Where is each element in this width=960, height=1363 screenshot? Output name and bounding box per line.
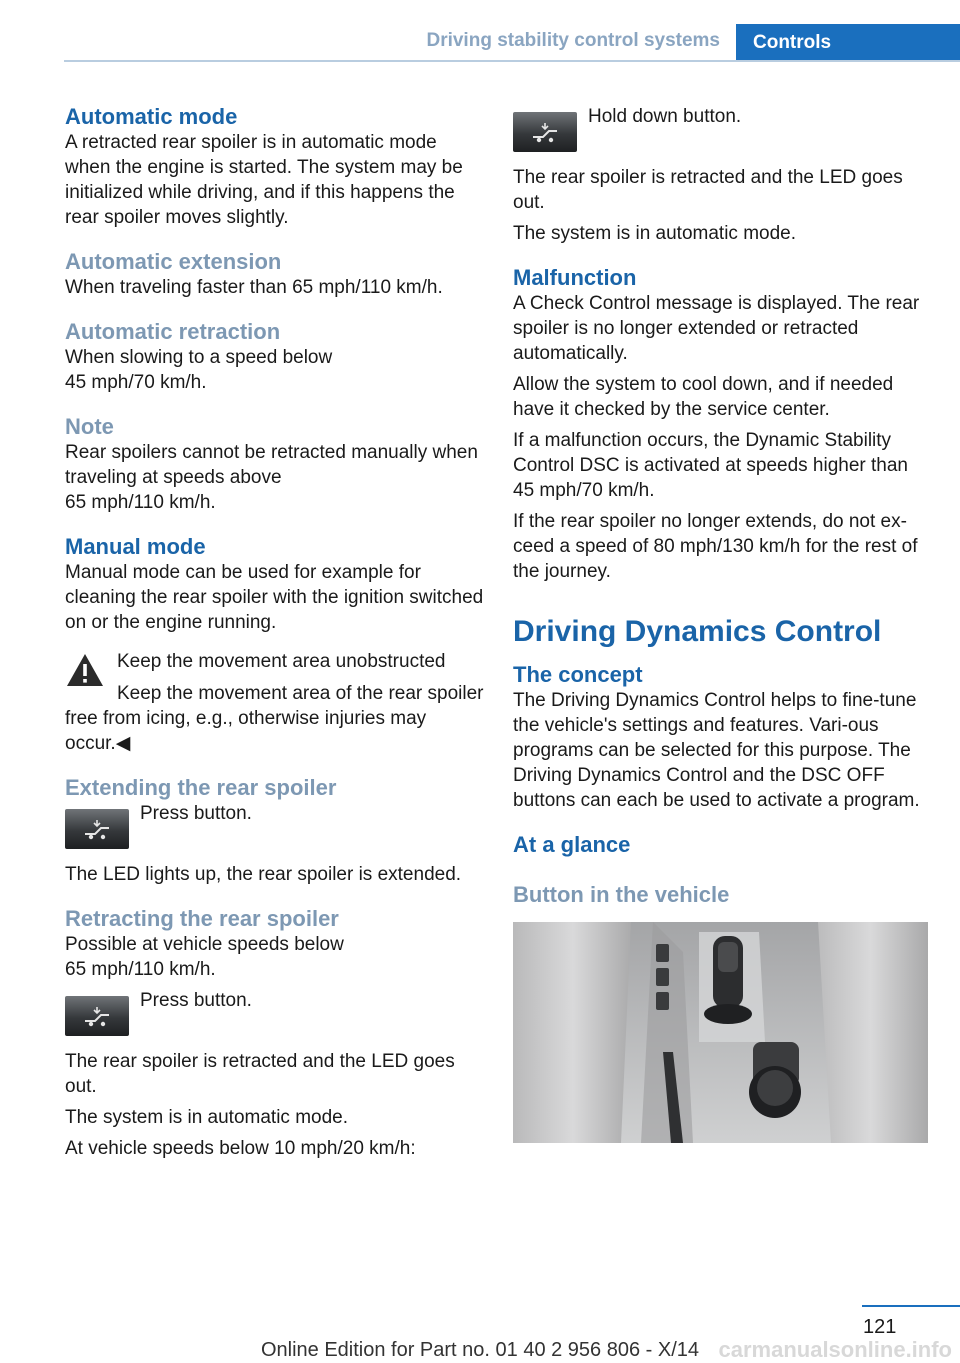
hold-auto-text: The system is in automatic mode. bbox=[513, 223, 796, 244]
heading-the-concept: The concept bbox=[513, 662, 643, 687]
rear-spoiler-button bbox=[65, 996, 129, 1036]
retract-result-text: The rear spoiler is retracted and the LED goes out. bbox=[65, 1051, 455, 1097]
automatic-mode-text: A retracted rear spoiler is in automatic mode when the engine is started. The system may be initialized while driving, and if this happens the rear spoiler moves slightly. bbox=[65, 132, 463, 228]
retract-text-2: 65 mph/110 km/h. bbox=[65, 959, 216, 980]
rear-spoiler-icon bbox=[83, 817, 111, 841]
malfunction-text-4: If the rear spoiler no longer extends, do not ex‐ceed a speed of 80 mph/130 km/h for the rest of the journey. bbox=[513, 511, 918, 582]
heading-automatic-mode: Automatic mode bbox=[65, 104, 238, 129]
heading-extending-spoiler: Extending the rear spoiler bbox=[65, 775, 337, 800]
heading-at-a-glance: At a glance bbox=[513, 832, 631, 857]
rear-spoiler-button bbox=[513, 112, 577, 152]
warning-triangle-icon bbox=[65, 652, 105, 688]
retract-low-speed-text: At vehicle speeds below 10 mph/20 km/h: bbox=[65, 1138, 416, 1159]
warning-block bbox=[65, 649, 485, 756]
center-console-photo bbox=[513, 922, 928, 1143]
malfunction-text-2: Allow the system to cool down, and if needed have it checked by the service center. bbox=[513, 374, 894, 420]
hold-result-text: The rear spoiler is retracted and the LED goes out. bbox=[513, 167, 903, 213]
page-number-line bbox=[862, 1305, 960, 1307]
extend-button-text: Press button. bbox=[140, 803, 252, 824]
warning-title: Keep the movement area unobstructed bbox=[117, 651, 446, 672]
note-text-2: 65 mph/110 km/h. bbox=[65, 492, 216, 513]
center-console-illustration bbox=[513, 922, 928, 1143]
malfunction-text-3: If a malfunction occurs, the Dynamic Stability Control DSC is activated at speeds higher than 45 mph/70 km/h. bbox=[513, 430, 908, 501]
concept-text: The Driving Dynamics Control helps to fine-tune the vehicle's settings and features. Vari‐ous programs can be selected for this purpose. The Driving Dynamics Control and the DSC OFF buttons can each be used to activate a program. bbox=[513, 690, 920, 811]
hold-button-row bbox=[513, 108, 933, 152]
header-section-title: Driving stability control systems bbox=[426, 30, 720, 51]
automatic-retraction-text-2: 45 mph/70 km/h. bbox=[65, 372, 207, 393]
heading-manual-mode: Manual mode bbox=[65, 534, 206, 559]
heading-automatic-retraction: Automatic retraction bbox=[65, 319, 281, 344]
watermark: carmanualsonline.info bbox=[718, 1337, 952, 1362]
heading-automatic-extension: Automatic extension bbox=[65, 249, 282, 274]
footer-edition: Online Edition for Part no. 01 40 2 956 806 - X/14 bbox=[260, 1339, 700, 1361]
page-number: 121 bbox=[863, 1316, 897, 1338]
left-column bbox=[65, 104, 485, 1167]
hold-button-text: Hold down button. bbox=[588, 106, 742, 127]
manual-mode-text: Manual mode can be used for example for cleaning the rear spoiler with the ignition switched on or the engine running. bbox=[65, 562, 484, 633]
warning-text: Keep the movement area of the rear spoiler free from icing, e.g., otherwise injuries may occur.◀ bbox=[65, 683, 484, 754]
extend-button-row bbox=[65, 805, 485, 849]
heading-malfunction: Malfunction bbox=[513, 265, 637, 290]
rear-spoiler-button bbox=[65, 809, 129, 849]
automatic-extension-text: When traveling faster than 65 mph/110 km/h. bbox=[65, 277, 443, 298]
extend-result-text: The LED lights up, the rear spoiler is extended. bbox=[65, 864, 462, 885]
header-divider bbox=[64, 60, 960, 62]
automatic-retraction-text-1: When slowing to a speed below bbox=[65, 347, 333, 368]
heading-retracting-spoiler: Retracting the rear spoiler bbox=[65, 906, 339, 931]
retract-auto-text: The system is in automatic mode. bbox=[65, 1107, 348, 1128]
header-chapter-tab: Controls bbox=[736, 24, 960, 62]
note-text-1: Rear spoilers cannot be retracted manually when traveling at speeds above bbox=[65, 442, 478, 488]
heading-button-in-vehicle: Button in the vehicle bbox=[513, 882, 730, 907]
heading-note: Note bbox=[65, 414, 114, 439]
rear-spoiler-icon bbox=[83, 1004, 111, 1028]
retract-text-1: Possible at vehicle speeds below bbox=[65, 934, 344, 955]
malfunction-text-1: A Check Control message is displayed. The rear spoiler is no longer extended or retracted automatically. bbox=[513, 293, 920, 364]
retract-button-text: Press button. bbox=[140, 990, 252, 1011]
retract-button-row bbox=[65, 992, 485, 1036]
heading-driving-dynamics-control: Driving Dynamics Control bbox=[513, 615, 882, 648]
rear-spoiler-icon bbox=[531, 120, 559, 144]
right-column bbox=[513, 104, 933, 1143]
